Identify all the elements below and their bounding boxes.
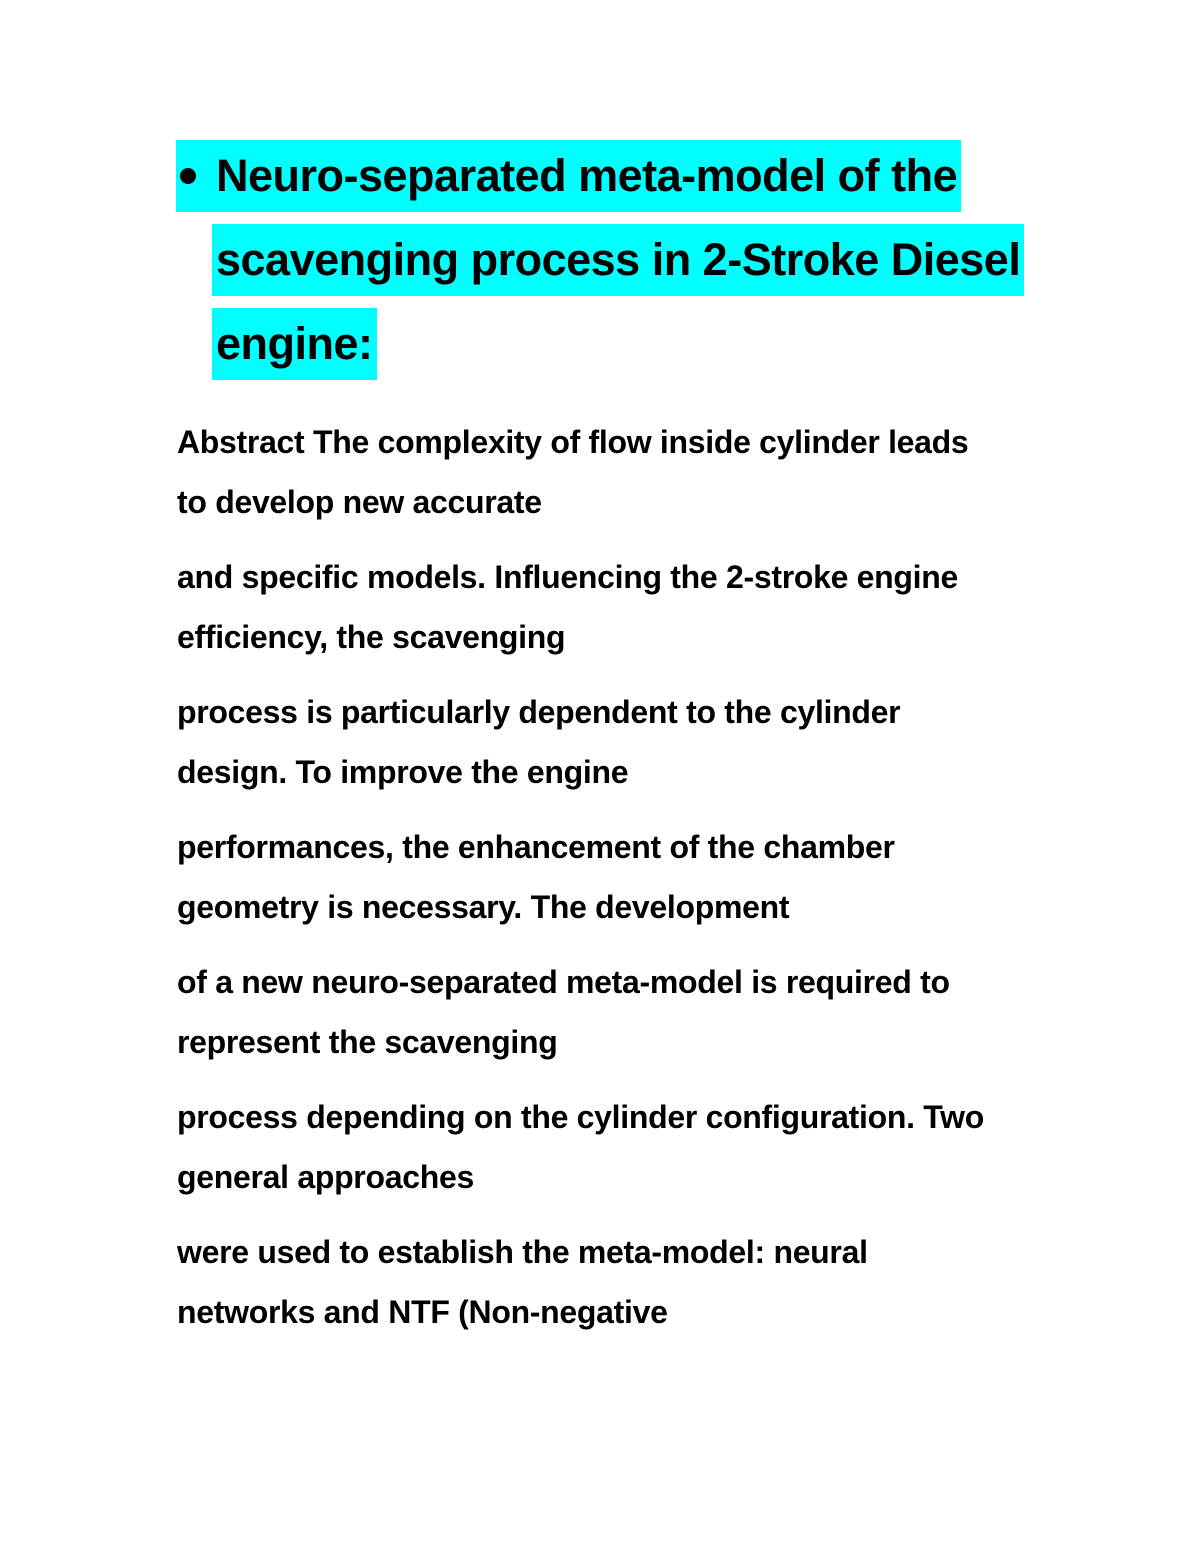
text-line: were used to establish the meta-model: neural — [177, 1234, 868, 1270]
heading-text: engine: — [212, 308, 377, 380]
text-line: design. To improve the engine — [177, 754, 629, 790]
text-line: represent the scavenging — [177, 1024, 558, 1060]
abstract-paragraph — [177, 682, 1077, 802]
abstract-body — [177, 412, 1077, 1357]
abstract-paragraph — [177, 1222, 1077, 1342]
abstract-paragraph — [177, 817, 1077, 937]
text-line: efficiency, the scavenging — [177, 619, 566, 655]
text-line: of a new neuro-separated meta-model is required to — [177, 964, 950, 1000]
text-line: geometry is necessary. The development — [177, 889, 790, 925]
heading-text: scavenging process in 2-Stroke Diesel — [212, 224, 1024, 296]
text-line: and specific models. Influencing the 2-stroke engine — [177, 559, 959, 595]
heading-line-2 — [212, 224, 1076, 308]
heading-line-1 — [176, 140, 1076, 224]
bullet-icon — [176, 140, 212, 212]
abstract-paragraph — [177, 1087, 1077, 1207]
text-line: process is particularly dependent to the cylinder — [177, 694, 901, 730]
heading-line-3 — [212, 308, 1076, 392]
text-line: Abstract The complexity of flow inside cylinder leads — [177, 424, 969, 460]
abstract-paragraph — [177, 547, 1077, 667]
text-line: general approaches — [177, 1159, 474, 1195]
text-line: networks and NTF (Non-negative — [177, 1294, 668, 1330]
text-line: process depending on the cylinder configuration. Two — [177, 1099, 984, 1135]
abstract-paragraph — [177, 412, 1077, 532]
abstract-paragraph — [177, 952, 1077, 1072]
heading-text: Neuro-separated meta-model of the — [212, 140, 961, 212]
text-line: to develop new accurate — [177, 484, 542, 520]
bulleted-heading — [176, 140, 1076, 392]
text-line: performances, the enhancement of the chamber — [177, 829, 895, 865]
